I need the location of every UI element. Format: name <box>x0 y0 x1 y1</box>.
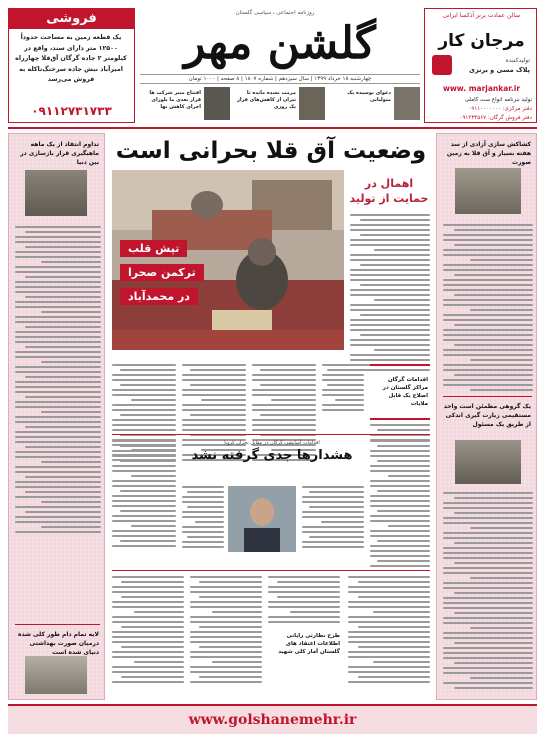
sidebar-right-teaser2-title: یک گروهی مطمئن است واحد مستقیمی زیارت گیری اندکی از طریق یک مسئول <box>443 403 531 428</box>
mid-col-left <box>112 440 176 550</box>
masthead-tagline: روزنامه اجتماعی ـ سیاسی گلستان <box>235 10 315 16</box>
sidebar-right-teaser1-title: کشاکش سازی آزادی از سد هفته بسیار و آق قلا به زمین صورت <box>446 141 531 166</box>
thumb-caption: افتتاح منبر شرکت ها قرار بعدی ما بلورای اجرای کاهش نها <box>149 90 201 110</box>
sidebar-left-body-1 <box>15 226 101 536</box>
mid-photo <box>228 486 296 552</box>
newspaper-logo: گلشن مهر <box>184 18 376 69</box>
ad-right-product: پلاک مسی و برنزی <box>468 66 530 74</box>
sidebar-left-divider <box>15 624 100 625</box>
ad-right-top-label: سالن عمادت برنز آذکسا ایرانی <box>442 12 521 19</box>
thumb-photo <box>204 87 230 120</box>
main-lead-text <box>350 214 430 374</box>
masthead-thumb-3 <box>140 86 230 122</box>
thumb-photo <box>394 87 420 120</box>
sidebar-right-divider <box>443 396 532 397</box>
thumb-caption: دعوای بوسیده یک متولیانی <box>347 90 391 103</box>
sidebar-left <box>8 133 105 700</box>
sidebar-right-photo <box>455 168 521 214</box>
sidebar-left-photo-2 <box>25 656 87 694</box>
section-rule <box>112 434 430 435</box>
ad-right-subtitle: تولیدکننده <box>505 57 530 64</box>
main-headline: وضعیت آق قلا بحرانی است <box>115 138 427 164</box>
sidebar-right-photo-2 <box>455 440 521 484</box>
bottom-col-4 <box>348 576 430 686</box>
ad-right-brand: مرجان کار <box>438 31 525 51</box>
ad-right <box>424 8 537 123</box>
masthead-rule <box>8 127 537 129</box>
thumb-caption: مرمت نشده مانده نا تیران از کاهش‌های قرار یک روزی <box>236 90 296 110</box>
sidebar-left-photo <box>25 170 87 216</box>
mid-kicker: اقدامات آسایشی گرگان در مقابل بحران کرونا <box>224 440 320 446</box>
ad-left-phone: ۰۹۱۱۲۷۳۱۷۳۳ <box>31 104 112 118</box>
story-col-4 <box>322 364 364 414</box>
masthead <box>140 8 420 123</box>
mid-col-inner-1 <box>182 486 224 551</box>
sidebar-right <box>436 133 537 700</box>
ad-left <box>8 8 135 123</box>
main-subhead: اهمال در حمایت از تولید <box>349 177 429 205</box>
masthead-date-line: چهارشنبه ۱۸ خرداد ۱۳۹۹ | سال سیزدهم | شماره ۱۸۰۷ | ۸ صفحه | ۱۰۰۰ تومان <box>140 74 420 84</box>
ad-right-line-3: دفتر فروش گرگان: ۰۹۱۲۳۴۵۶۷ <box>459 115 532 121</box>
sidebar-left-teaser1-title: تداوم انتقاد از یک ماهه ماهیگیری قرار بازسازی در بین دنیا <box>20 141 99 166</box>
portrait-image <box>228 486 296 552</box>
ad-left-body: یک قطعه زمین به مساحت حدوداً ۱۲۵۰۰ متر دارای سند، واقع در کیلومتر ۲ جاده گرگان آق‌قلا چهارراه امیرآباد نبش جاده سرخنگ‌ناکله به فروش می‌رسد <box>15 34 127 83</box>
sidebar-right-body-2 <box>443 492 533 692</box>
photo-overlay-line-1: تپش قلب <box>120 240 187 257</box>
photo-overlay-line-2: ترکمن صحرا <box>120 264 204 281</box>
marjankar-logo <box>432 55 452 75</box>
section-rule-2 <box>112 570 430 571</box>
footer-url[interactable]: www.golshanemehr.ir <box>188 712 357 728</box>
mid-col-right <box>370 440 430 570</box>
sidebar-right-body-1 <box>443 224 533 394</box>
footer-bar <box>8 704 537 734</box>
bottom-col-2 <box>190 576 262 686</box>
main-photo-image <box>112 170 344 350</box>
quote-box <box>370 364 430 420</box>
masthead-thumb-2 <box>235 86 325 122</box>
photo-overlay-line-3: در محمدآباد <box>120 288 198 305</box>
main-photo <box>112 170 344 350</box>
ad-right-website: www. marjankar.ir <box>442 84 521 93</box>
ad-left-title: فروشی <box>46 11 97 26</box>
sidebar-left-teaser2-title: لایه تمام دام طور کلی شده درمیان صورت بهداشتی دنیای شده است <box>17 631 99 656</box>
bottom-caption: طرح نظارتی رایانی اطلاعات اعتقاد های گلستان آمار کلی شهید <box>278 633 340 655</box>
bottom-col-1 <box>112 576 184 686</box>
masthead-thumb-1 <box>330 86 420 122</box>
ad-right-line-2: دفتر مرکزی: ۰۹۱۱۰۰۰۰۰۰۰ <box>468 106 532 112</box>
mid-col-inner-2 <box>302 486 364 551</box>
bottom-col-3 <box>268 576 340 626</box>
mid-headline: هشدارها جدی گرفته نشد <box>191 448 353 463</box>
quote-box-text: اقدامات گرگان مراکز گلستان در اصلاح یک قابل ملایات <box>382 377 428 407</box>
ad-right-line-1: تولید بنرنامه انواع ست کاملی <box>464 97 532 103</box>
thumb-photo <box>299 87 325 120</box>
